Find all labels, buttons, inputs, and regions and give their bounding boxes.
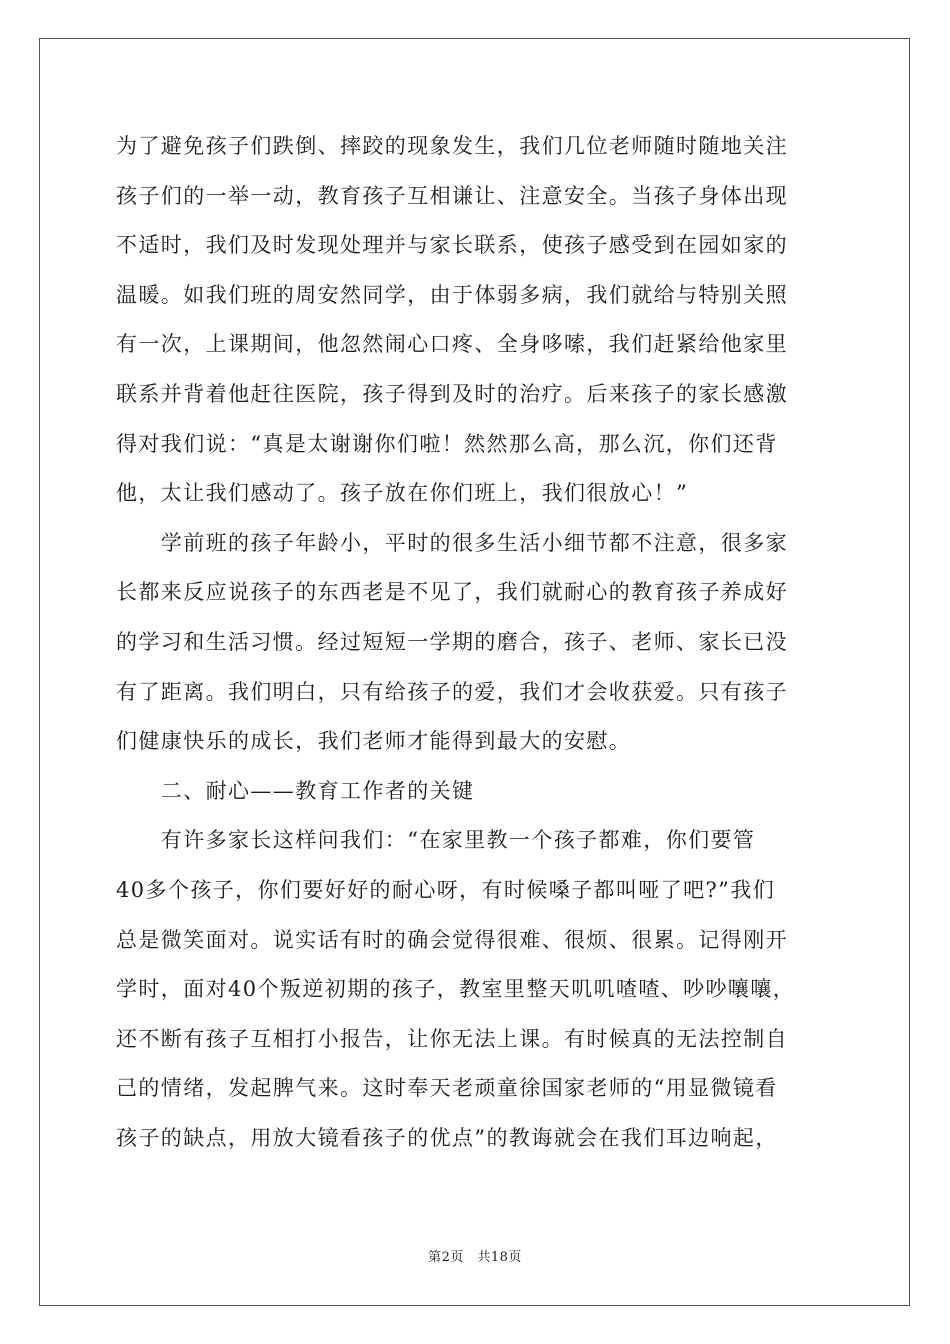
text-line: 他，太让我们感动了。孩子放在你们班上，我们很放心！” <box>116 481 689 506</box>
text-line: 总是微笑面对。说实话有时的确会觉得很难、很烦、很累。记得刚开 <box>116 927 788 952</box>
text-line: 有了距离。我们明白，只有给孩子的爱，我们才会收获爱。只有孩子 <box>116 679 788 704</box>
page-number: 第2页 共18页 <box>428 1250 522 1265</box>
text-line: 还不断有孩子互相打小报告，让你无法上课。有时候真的无法控制自 <box>116 1026 788 1051</box>
text-line: 有一次，上课期间，他忽然闹心口疼、全身哆嗦，我们赶紧给他家里 <box>116 332 788 357</box>
page-footer <box>0 1246 950 1265</box>
document-body <box>116 122 836 1163</box>
section-heading: 二、耐心——教育工作者的关键 <box>116 778 475 803</box>
text-line: 孩子们的一举一动，教育孩子互相谦让、注意安全。当孩子身体出现 <box>116 183 788 208</box>
text-line: 孩子的缺点，用放大镜看孩子的优点”的教诲就会在我们耳边响起， <box>116 1125 778 1150</box>
text-line: 学前班的孩子年龄小，平时的很多生活小细节都不注意，很多家 <box>116 530 788 555</box>
text-line: 为了避免孩子们跌倒、摔跤的现象发生，我们几位老师随时随地关注 <box>116 134 788 158</box>
text-line: 的学习和生活习惯。经过短短一学期的磨合，孩子、老师、家长已没 <box>116 629 788 654</box>
text-line: 温暖。如我们班的周安然同学，由于体弱多病，我们就给与特别关照 <box>116 282 788 307</box>
text-line: 有许多家长这样问我们：“在家里教一个孩子都难，你们要管 <box>116 828 756 853</box>
text-line: 联系并背着他赶往医院，孩子得到及时的治疗。后来孩子的家长感激 <box>116 381 788 406</box>
text-line: 们健康快乐的成长，我们老师才能得到最大的安慰。 <box>116 729 632 754</box>
text-line: 长都来反应说孩子的东西老是不见了，我们就耐心的教育孩子养成好 <box>116 580 788 605</box>
text-line: 40多个孩子，你们要好好的耐心呀，有时候嗓子都叫哑了吧?”我们 <box>116 877 776 902</box>
text-line: 得对我们说：“真是太谢谢你们啦！然然那么高，那么沉，你们还背 <box>116 431 778 456</box>
text-line: 己的情绪，发起脾气来。这时奉天老顽童徐国家老师的“用显微镜看 <box>116 1076 778 1101</box>
text-line: 不适时，我们及时发现处理并与家长联系，使孩子感受到在园如家的 <box>116 233 788 258</box>
text-line: 学时，面对40个叛逆初期的孩子，教室里整天叽叽喳喳、吵吵嚷嚷， <box>116 977 796 1002</box>
